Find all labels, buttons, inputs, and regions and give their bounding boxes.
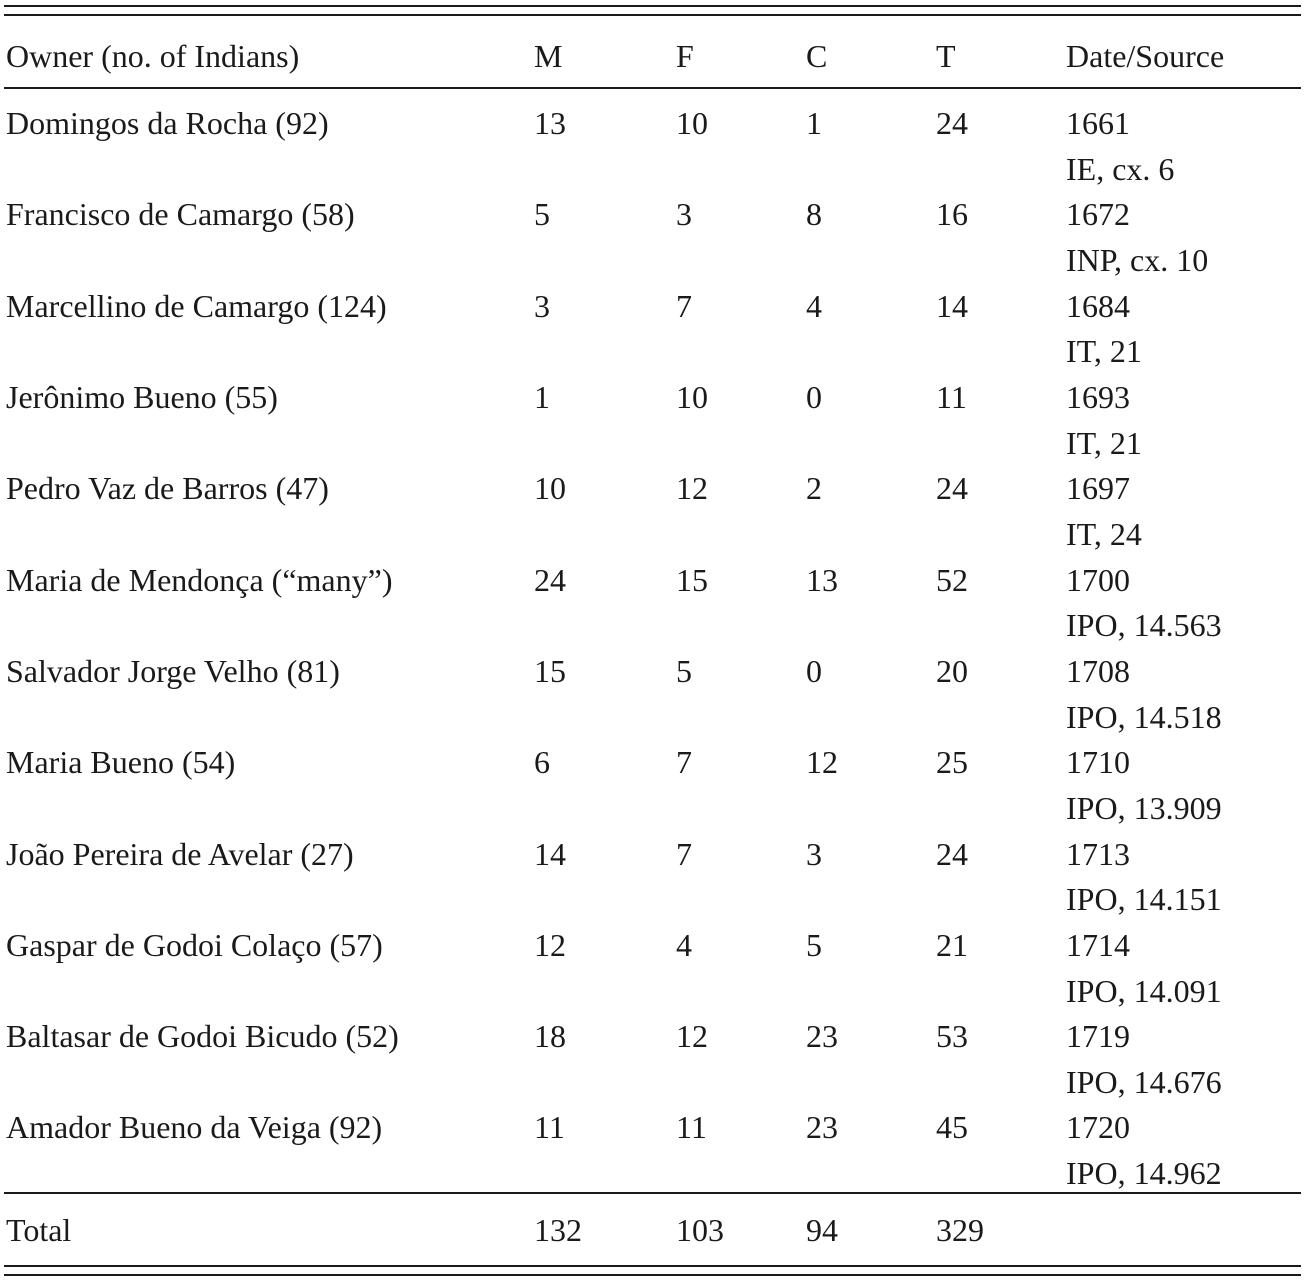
date-cell: 1719 [1066, 1018, 1130, 1054]
source-cell: IPO, 14.091 [1066, 973, 1222, 1009]
c-cell: 5 [806, 927, 822, 963]
t-cell: 20 [936, 653, 968, 689]
total-f: 103 [676, 1212, 724, 1248]
owner-cell: Maria de Mendonça (“many”) [6, 562, 393, 598]
total-t: 329 [936, 1212, 984, 1248]
owner-cell: Domingos da Rocha (92) [6, 105, 329, 141]
owner-cell: Maria Bueno (54) [6, 744, 236, 780]
t-cell: 24 [936, 836, 968, 872]
t-cell: 16 [936, 196, 968, 232]
c-cell: 3 [806, 836, 822, 872]
c-cell: 8 [806, 196, 822, 232]
owner-cell: Amador Bueno da Veiga (92) [6, 1109, 383, 1145]
date-cell: 1672 [1066, 196, 1130, 232]
header-date-source: Date/Source [1066, 38, 1225, 74]
m-cell: 24 [534, 562, 566, 598]
f-cell: 11 [676, 1109, 707, 1145]
header-rule [4, 87, 1301, 89]
owner-cell: Pedro Vaz de Barros (47) [6, 470, 329, 506]
owner-cell: Francisco de Camargo (58) [6, 196, 355, 232]
source-cell: IPO, 14.518 [1066, 699, 1222, 735]
owner-cell: Marcellino de Camargo (124) [6, 288, 387, 324]
source-cell: IPO, 14.563 [1066, 607, 1222, 643]
source-cell: IPO, 14.962 [1066, 1155, 1222, 1191]
top-rule-outer [4, 5, 1301, 7]
date-cell: 1710 [1066, 744, 1130, 780]
c-cell: 2 [806, 470, 822, 506]
m-cell: 5 [534, 196, 550, 232]
date-cell: 1713 [1066, 836, 1130, 872]
date-cell: 1714 [1066, 927, 1130, 963]
t-cell: 53 [936, 1018, 968, 1054]
owner-cell: João Pereira de Avelar (27) [6, 836, 354, 872]
c-cell: 0 [806, 379, 822, 415]
m-cell: 18 [534, 1018, 566, 1054]
date-cell: 1708 [1066, 653, 1130, 689]
c-cell: 1 [806, 105, 822, 141]
source-cell: IT, 21 [1066, 333, 1142, 369]
m-cell: 1 [534, 379, 550, 415]
source-cell: IE, cx. 6 [1066, 151, 1175, 187]
f-cell: 12 [676, 470, 708, 506]
owner-cell: Salvador Jorge Velho (81) [6, 653, 340, 689]
total-c: 94 [806, 1212, 838, 1248]
source-cell: IPO, 13.909 [1066, 790, 1222, 826]
source-cell: IT, 24 [1066, 516, 1142, 552]
date-cell: 1697 [1066, 470, 1130, 506]
f-cell: 5 [676, 653, 692, 689]
source-cell: IT, 21 [1066, 425, 1142, 461]
t-cell: 25 [936, 744, 968, 780]
c-cell: 12 [806, 744, 838, 780]
date-cell: 1700 [1066, 562, 1130, 598]
date-cell: 1720 [1066, 1109, 1130, 1145]
header-t: T [936, 38, 956, 74]
header-owner: Owner (no. of Indians) [6, 38, 300, 74]
m-cell: 12 [534, 927, 566, 963]
f-cell: 4 [676, 927, 692, 963]
t-cell: 14 [936, 288, 968, 324]
m-cell: 6 [534, 744, 550, 780]
owner-cell: Baltasar de Godoi Bicudo (52) [6, 1018, 399, 1054]
header-c: C [806, 38, 828, 74]
c-cell: 13 [806, 562, 838, 598]
date-cell: 1684 [1066, 288, 1130, 324]
t-cell: 52 [936, 562, 968, 598]
f-cell: 12 [676, 1018, 708, 1054]
m-cell: 10 [534, 470, 566, 506]
m-cell: 11 [534, 1109, 565, 1145]
bottom-rule-outer [4, 1274, 1301, 1276]
total-rule [4, 1192, 1301, 1194]
owner-cell: Gaspar de Godoi Colaço (57) [6, 927, 383, 963]
t-cell: 24 [936, 470, 968, 506]
f-cell: 7 [676, 744, 692, 780]
f-cell: 7 [676, 288, 692, 324]
header-m: M [534, 38, 563, 74]
total-label: Total [6, 1212, 72, 1248]
f-cell: 7 [676, 836, 692, 872]
c-cell: 23 [806, 1018, 838, 1054]
header-f: F [676, 38, 694, 74]
f-cell: 10 [676, 105, 708, 141]
m-cell: 14 [534, 836, 566, 872]
m-cell: 3 [534, 288, 550, 324]
date-cell: 1661 [1066, 105, 1130, 141]
total-m: 132 [534, 1212, 582, 1248]
c-cell: 0 [806, 653, 822, 689]
bottom-rule-inner [4, 1265, 1301, 1267]
t-cell: 11 [936, 379, 967, 415]
m-cell: 13 [534, 105, 566, 141]
source-cell: IPO, 14.676 [1066, 1064, 1222, 1100]
f-cell: 10 [676, 379, 708, 415]
owner-cell: Jerônimo Bueno (55) [6, 379, 278, 415]
source-cell: IPO, 14.151 [1066, 881, 1222, 917]
source-cell: INP, cx. 10 [1066, 242, 1209, 278]
m-cell: 15 [534, 653, 566, 689]
c-cell: 4 [806, 288, 822, 324]
f-cell: 3 [676, 196, 692, 232]
date-cell: 1693 [1066, 379, 1130, 415]
t-cell: 45 [936, 1109, 968, 1145]
t-cell: 21 [936, 927, 968, 963]
f-cell: 15 [676, 562, 708, 598]
c-cell: 23 [806, 1109, 838, 1145]
top-rule-inner [4, 14, 1301, 16]
t-cell: 24 [936, 105, 968, 141]
